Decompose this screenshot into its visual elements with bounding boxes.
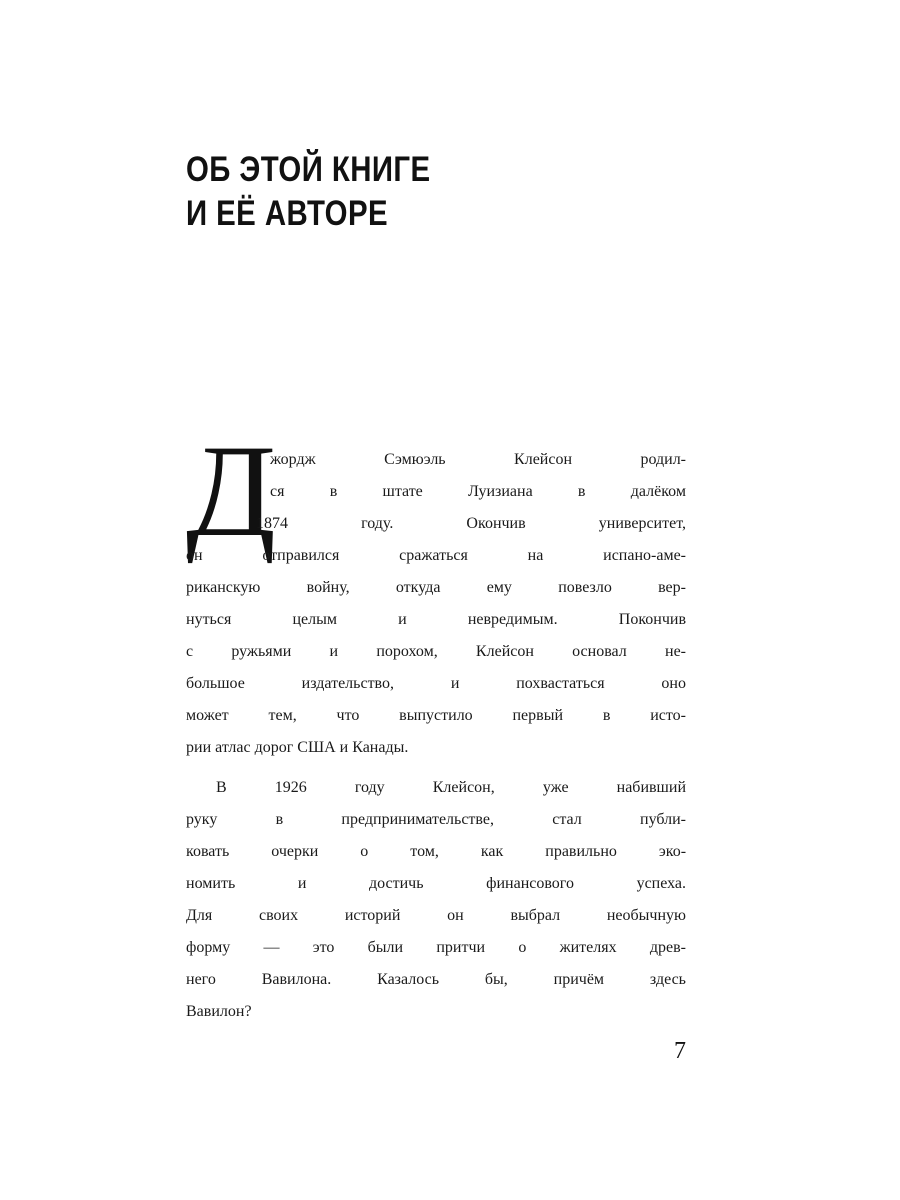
text-line: Вавилон?: [186, 1003, 252, 1020]
text-line: ковать очерки о том, как правильно эко-: [186, 843, 687, 860]
text-line: форму — это были притчи о жителях древ-: [186, 939, 686, 956]
text-line: ся в штате Луизиана в далёком: [270, 483, 686, 500]
text-line: нуться целым и невредимым. Покончив: [186, 611, 687, 628]
text-line: может тем, что выпустило первый в исто-: [186, 707, 686, 724]
text-line: 1874 году. Окончив университет,: [256, 515, 686, 532]
page-number: 7: [674, 1038, 686, 1064]
text-line: Для своих историй он выбрал необычную: [186, 907, 686, 924]
text-line: большое издательство, и похвастаться оно: [186, 675, 686, 692]
text-line: рии атлас дорог США и Канады.: [186, 739, 409, 756]
text-line: с ружьями и порохом, Клейсон основал не-: [186, 643, 687, 660]
chapter-heading-line-1: ОБ ЭТОЙ КНИГЕ: [186, 150, 431, 189]
chapter-heading: [186, 148, 431, 236]
text-line: него Вавилона. Казалось бы, причём здесь: [186, 971, 686, 988]
chapter-heading-line-2: И ЕЁ АВТОРЕ: [186, 194, 389, 233]
text-line: он отправился сражаться на испано-аме-: [186, 547, 687, 564]
drop-cap: Д: [186, 417, 277, 564]
text-line: В 1926 году Клейсон, уже набивший: [216, 779, 687, 796]
text-line: риканскую войну, откуда ему повезло вер-: [186, 579, 686, 596]
text-line: жордж Сэмюэль Клейсон родил-: [270, 451, 687, 468]
text-line: номить и достичь финансового успеха.: [186, 875, 687, 892]
text-line: руку в предпринимательстве, стал публи-: [186, 811, 686, 828]
